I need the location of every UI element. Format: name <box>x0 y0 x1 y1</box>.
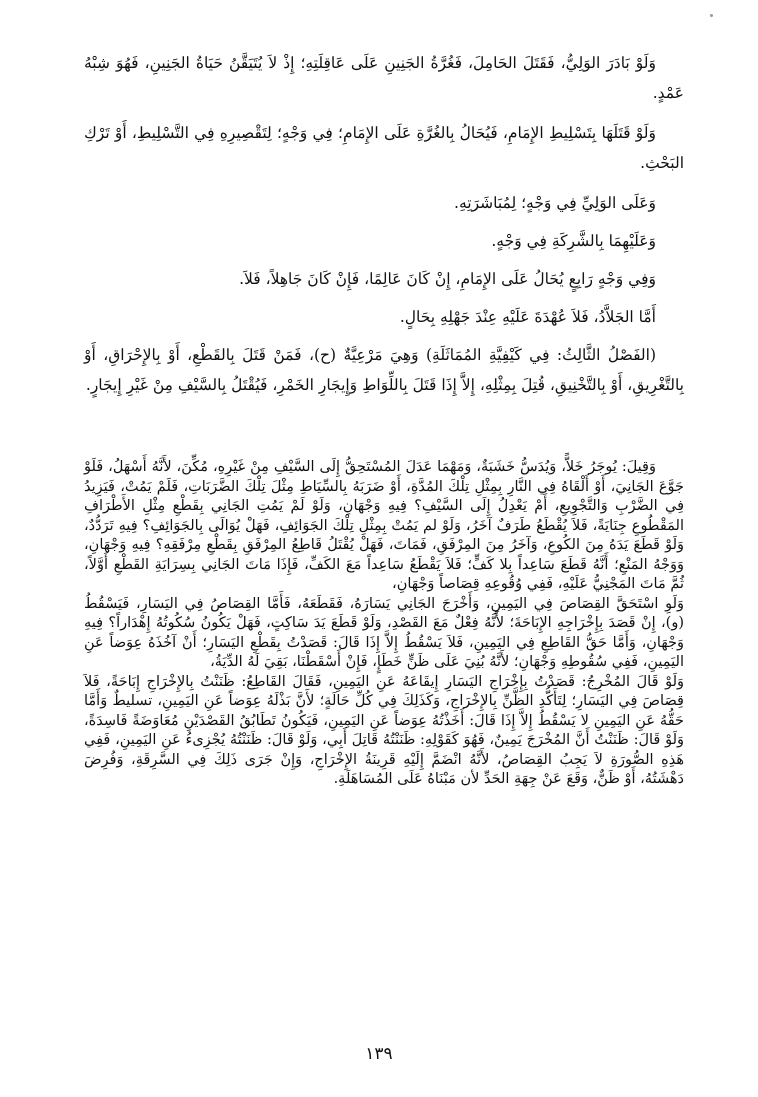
section-heading-paragraph: (الفَصْلُ الثَّالِثُ: فِي كَيْفِيَّةِ المُمَاثَلَةِ) وَهِيَ مَرْعِيَّةٌ (ح)، فَمَنْ قَتَلَ بِالقَطْعِ، أَوْ بِالإِحْرَاقِ، أَوْ بِالتَّغْرِيقِ، أَوْ بِالتَّخْنِيقِ، قُتِلَ بِمِثْلِهِ، إِلاَّ إِذَا قَتَلَ بِاللِّوَاطِ وَإِيجَارِ الخَمْرِ، فَيُقْتَلُ بِالسَّيْفِ مِنْ غَيْرِ إِيجَارٍ. <box>84 346 684 394</box>
paragraph: أَمَّا الجَلاَّدُ، فَلاَ عُهْدَةَ عَلَيْهِ عِنْدَ جَهْلِهِ بِحَالٍ. <box>399 308 656 326</box>
page-number: ١٣٩ <box>365 1044 393 1064</box>
upper-text-block <box>84 48 684 400</box>
paragraph: وَلَوْ قَتَلَهَا بِتَسْلِيطِ الإِمَامِ، فَيُحَالُ بِالغُرَّةِ عَلَى الإِمَامِ؛ فِي وَجْهٍ؛ لِتَقْصِيرِهِ فِي التَّسْلِيطِ، أَوْ تَرْكِ البَحْثِ. <box>84 124 684 172</box>
paragraph: وَقِيلَ: يُوجَرُ خَلاًّ، وَيُدَسُّ خَشَبَةٌ، وَمَهْمَا عَدَلَ المُسْتَحِقُّ إِلَى السَّيْفِ مِنْ غَيْرِهِ، مُكِّنَ، لأَنَّهُ أَسْهَلُ، فَلَوْ جَوَّعَ الجَانِيَ، أَوْ أَلْقَاهُ فِي النَّارِ بِمِثْلِ تِلْكَ المُدَّةِ، أَوْ ضَرَبَهُ بِالسِّيَاطِ مِثْلَ تِلْكَ الضَّرَبَاتِ، فَلَمْ يَمُتْ، فَيَزِيدُ فِي الضَّرْبِ وَالتَّجْوِيعِ، أَمْ يَعْدِلُ إِلَى السَّيْفِ؟ فِيهِ وَجْهَانِ، وَلَوْ لَمْ يَمُتِ الجَانِي بِقَطْعِ مِثْلِ الأَطْرَافِ المَقْطُوعِ جِنَايَةً، فَلاَ يُقْطَعُ طَرَفٌ آخَرُ، وَلَوْ لم يَمُتْ بِمِثْلِ تِلْكَ الجَوَائِفِ، فَهَلْ يُوَالَى بِالجَوَائِفِ؟ فِيهِ تَرَدُّدٌ، وَلَوْ قَطَعَ يَدَهُ مِنَ الكُوعِ، وَآخَرُ مِنَ المِرْفَقِ، فَمَاتَ، فَهَلْ يُقْتَلُ قَاطِعُ المِرْفَقِ بِقَطْعِ مِرْفَقِهِ؟ فِيهِ وَجْهَانِ، وَوَجْهُ المَنْعِ؛ أَنَّهُ قَطَعَ سَاعِداً بِلا كَفٍّ؛ فَلاَ يَقْطَعُ سَاعِداً مَعَ الكَفِّ، فَإِذَا مَاتَ الجَانِي بِسِرَايَةِ القَطْعِ أَوَّلاً، ثُمَّ مَاتَ المَجْنِيُّ عَلَيْهِ، فَفِي وُقُوعِهِ قِصَاصاً وَجْهَانِ، <box>84 459 684 592</box>
paragraph: وَلَوْ قَالَ المُخْرِجُ: قَصَدْتُ بِإِخْرَاجِ اليَسَارِ إِيقَاعَهُ عَنِ اليَمِينِ، فَقَالَ القَاطِعُ: ظَنَنْتُ بِالإِخْرَاجِ إِبَاحَةً، فَلاَ قِصَاصَ فِي اليَسَارِ؛ لِتَأَكُّدِ الظَّنِّ بِالإِخْرَاجِ، وَكَذَلِكَ فِي كُلِّ حَالَةٍ؛ لأَنَّ بَذْلَهُ عِوَضاً عَنِ اليَمِينِ، تسليطٌ وَأَمَّا حَقُّهُ عَنِ اليَمِينِ لا يَسْقُطُ إِلاَّ إِذَا قَالَ: أَخَذْتُهُ عِوَضاً عَنِ اليَمِينِ، فَيَكُونُ تَطَابُقُ القَصْدَيْنِ مُعَاوَضَةً فَاسِدَةً، وَلَوْ قَالَ: ظَنَنْتُ أَنَّ المُخْرَجَ يَمِينٌ، فَهُوَ كَقَوْلِهِ: ظَنَنْتُهُ قَاتِلَ أَبِي، وَلَوْ قَالَ: ظَنَنْتُهُ يُجْزِىءُ عَنِ اليَمِينِ، فَفِي هَذِهِ الصُّورَةِ لاَ يَجِبُ القِصَاصُ، لأَنَّهُ انْضَمَّ إِلَيْهِ قَرِينَةُ الإِخْرَاجِ، وَإِنْ جَرَى ذَلِكَ فِي السَّرِقَةِ، وَفُرِضَ دَهْشَتُهُ، أَوْ ظَنٌّ، وَقَعَ عَنْ جِهَةِ الحَدِّ لأن مَبْنَاهُ عَلَى المُسَاهَلَةِ. <box>84 673 684 787</box>
scan-speck <box>710 14 713 17</box>
paragraph: وَلَوِ اسْتَحَقَّ القِصَاصَ فِي اليَمِينِ، وَأَخْرَجَ الجَانِي يَسَارَهُ، فَقَطَعَهُ، فَأَمَّا القِصَاصُ فِي اليَسَارِ، فَيَسْقُطُ (و)، إِنْ قَصَدَ بِإِخْرَاجِهِ الإِبَاحَةَ؛ لأَنَّهُ فِعْلٌ مَعَ القَصْدِ، وَلَوْ قَطَعَ يَدَ سَاكِتٍ، فَهَلْ يَكُونُ سُكُوتُهُ إِهْدَاراً؟ فِيهِ وَجْهَانِ، وَأَمَّا حَقُّ القَاطِعِ فِي اليَمِينِ، فَلاَ يَسْقُطُ إِلاَّ إِذَا قَالَ: قَصَدْتُ بِقَطْعِ اليَسَارِ؛ أَنْ آخُذَهُ عِوَضاً عَنِ اليَمِينِ، فَفِي سُقُوطِهِ وَجْهَانِ؛ لأَنَّهُ بُنِيَ عَلَى ظَنٍّ خَطَإٍ، فَإِنْ أَسْقَطْنَا، بَقِيَ لَهُ الدِّيَةُ، <box>84 595 684 670</box>
paragraph: وَعَلَيْهِمَا بِالشَّرِكَةِ فِي وَجْهٍ. <box>491 232 656 250</box>
paragraph: وَفِي وَجْهٍ رَابِعٍ يُحَالُ عَلَى الإِمَامِ، إِنْ كَانَ عَالِمًا، فَإِنْ كَانَ جَاهِلاً، فَلاَ. <box>239 270 656 288</box>
paragraph: وَعَلَى الوَلِيِّ فِي وَجْهٍ؛ لِمُبَاشَرَتِهِ. <box>454 194 656 212</box>
paragraph: وَلَوْ بَادَرَ الوَلِيُّ، فَقَتَلَ الحَامِلَ، فَغُرَّةُ الجَنِينِ عَلَى عَاقِلَتِهِ؛ إِذْ لاَ يُتَيَقَّنُ حَيَاةُ الجَنِينِ، فَهُوَ شِبْهُ عَمْدٍ. <box>84 54 684 102</box>
lower-text-block <box>84 458 684 790</box>
